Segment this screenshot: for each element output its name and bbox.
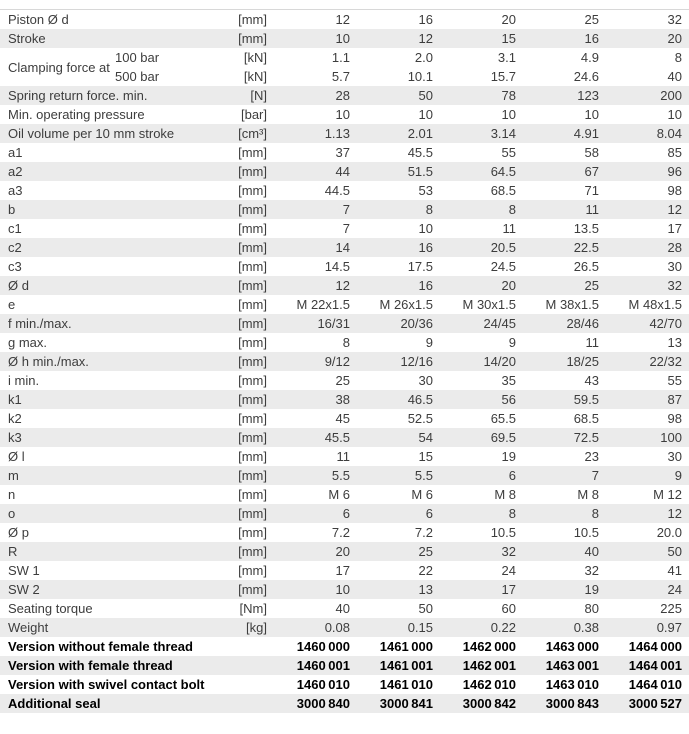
- row-value: 14: [335, 240, 350, 255]
- row-label: Ø d: [8, 278, 29, 293]
- table-row: [0, 257, 689, 276]
- row-value: 1464 010: [628, 677, 682, 692]
- row-value: 71: [584, 183, 599, 198]
- row-value: 50: [667, 544, 682, 559]
- row-value: 22/32: [649, 354, 682, 369]
- row-value: 8.04: [656, 126, 682, 141]
- row-unit: [mm]: [238, 164, 267, 179]
- row-label: Seating torque: [8, 601, 93, 616]
- table-row: [0, 485, 689, 504]
- row-value: 3.14: [490, 126, 516, 141]
- row-label: Version with swivel contact bolt: [8, 677, 205, 692]
- table-row: [0, 143, 689, 162]
- row-value: 3000 527: [628, 696, 682, 711]
- row-value: 5.7: [331, 69, 350, 84]
- row-value: 123: [577, 88, 599, 103]
- row-value: 43: [584, 373, 599, 388]
- row-label: n: [8, 487, 16, 502]
- row-value: 5.5: [331, 468, 350, 483]
- row-value: 1460 000: [296, 639, 350, 654]
- row-value: 17: [667, 221, 682, 236]
- row-value: 14/20: [483, 354, 516, 369]
- row-value: 55: [667, 373, 682, 388]
- row-value: 1462 001: [462, 658, 516, 673]
- spec-table: [0, 9, 689, 713]
- row-value: 25: [584, 278, 599, 293]
- row-label: k3: [8, 430, 22, 445]
- row-value: 10: [335, 582, 350, 597]
- row-value: 1463 001: [545, 658, 599, 673]
- row-value: 1.13: [324, 126, 350, 141]
- row-value: 11: [585, 335, 599, 350]
- row-value: 46.5: [407, 392, 433, 407]
- row-value: 1461 010: [379, 677, 433, 692]
- row-unit: [kN]: [243, 69, 267, 84]
- row-value: 11: [502, 221, 516, 236]
- row-value: 7: [591, 468, 599, 483]
- row-unit: [mm]: [238, 202, 267, 217]
- row-value: 8: [591, 506, 599, 521]
- row-value: M 30x1.5: [462, 297, 516, 312]
- row-value: 19: [584, 582, 599, 597]
- row-unit: [Nm]: [239, 601, 267, 616]
- row-value: 50: [418, 601, 433, 616]
- row-value: 10: [418, 107, 433, 122]
- table-row: [0, 390, 689, 409]
- row-value: 22: [418, 563, 433, 578]
- row-value: 26.5: [573, 259, 599, 274]
- row-value: 25: [584, 12, 599, 27]
- row-unit: [N]: [250, 88, 267, 103]
- row-value: 52.5: [407, 411, 433, 426]
- row-value: 24/45: [483, 316, 516, 331]
- table-row-double: [0, 48, 689, 86]
- row-value: 11: [336, 449, 350, 464]
- row-value: 20: [501, 278, 516, 293]
- row-value: 37: [335, 145, 350, 160]
- row-unit: [mm]: [238, 411, 267, 426]
- row-value: 13: [667, 335, 682, 350]
- row-unit: [mm]: [238, 449, 267, 464]
- row-unit: [mm]: [238, 297, 267, 312]
- row-label: g max.: [8, 335, 48, 350]
- row-value: 1464 000: [628, 639, 682, 654]
- row-value: 60: [501, 601, 516, 616]
- row-value: 65.5: [490, 411, 516, 426]
- row-value: 14.5: [324, 259, 350, 274]
- row-value: 12: [418, 31, 433, 46]
- row-label: c3: [8, 259, 22, 274]
- row-value: 38: [335, 392, 350, 407]
- row-value: 10: [335, 31, 350, 46]
- row-unit: [mm]: [238, 12, 267, 27]
- row-value: 98: [667, 411, 682, 426]
- row-value: 10.1: [407, 69, 433, 84]
- table-row: [0, 618, 689, 637]
- row-value: 72.5: [573, 430, 599, 445]
- row-value: 9/12: [324, 354, 350, 369]
- row-value: M 22x1.5: [296, 297, 350, 312]
- row-value: 1460 001: [296, 658, 350, 673]
- row-value: 1462 010: [462, 677, 516, 692]
- row-value: 18/25: [566, 354, 599, 369]
- row-value: 8: [508, 202, 516, 217]
- row-value: 40: [584, 544, 599, 559]
- row-value: 1463 010: [545, 677, 599, 692]
- row-unit: [bar]: [240, 107, 267, 122]
- row-label: Weight: [8, 620, 49, 635]
- row-value: 1460 010: [296, 677, 350, 692]
- table-row: [0, 29, 689, 48]
- row-unit: [183, 675, 267, 694]
- row-value: 2.0: [414, 50, 433, 65]
- row-value: 50: [418, 88, 433, 103]
- row-value: 17: [501, 582, 516, 597]
- row-value: 24: [501, 563, 516, 578]
- row-value: 16: [418, 12, 433, 27]
- row-value: 30: [418, 373, 433, 388]
- row-label: Ø h min./max.: [8, 354, 89, 369]
- row-label: Stroke: [8, 31, 46, 46]
- row-unit: [183, 656, 267, 675]
- row-value: 8: [425, 202, 433, 217]
- row-unit: [mm]: [238, 221, 267, 236]
- row-value: 45: [335, 411, 350, 426]
- table-row: [0, 276, 689, 295]
- row-value: M 8: [577, 487, 599, 502]
- row-unit: [mm]: [238, 544, 267, 559]
- row-value: 24.6: [573, 69, 599, 84]
- row-value: 13.5: [573, 221, 599, 236]
- row-value: 9: [674, 468, 682, 483]
- row-unit: [cm³]: [238, 126, 267, 141]
- row-value: 7.2: [331, 525, 350, 540]
- row-value: 20: [335, 544, 350, 559]
- row-value: 87: [667, 392, 682, 407]
- row-unit: [mm]: [238, 354, 267, 369]
- row-value: 85: [667, 145, 682, 160]
- row-value: 7.2: [414, 525, 433, 540]
- row-value: 8: [508, 506, 516, 521]
- row-value: 0.97: [656, 620, 682, 635]
- table-row: [0, 637, 689, 656]
- row-unit: [mm]: [238, 145, 267, 160]
- row-value: 12: [667, 202, 682, 217]
- row-unit: [mm]: [238, 259, 267, 274]
- row-value: 10: [667, 107, 682, 122]
- row-value: 16: [418, 278, 433, 293]
- row-value: 16: [418, 240, 433, 255]
- row-value: 10: [501, 107, 516, 122]
- row-value: 20: [667, 31, 682, 46]
- table-row: [0, 504, 689, 523]
- table-row: [0, 561, 689, 580]
- row-value: 30: [667, 449, 682, 464]
- row-label: b: [8, 202, 16, 217]
- row-value: 41: [667, 563, 682, 578]
- row-label: a1: [8, 145, 23, 160]
- row-value: 17: [335, 563, 350, 578]
- row-value: M 6: [411, 487, 433, 502]
- row-unit: [183, 694, 267, 713]
- row-value: 3000 843: [545, 696, 599, 711]
- table-row: [0, 86, 689, 105]
- row-value: 32: [584, 563, 599, 578]
- row-label: a2: [8, 164, 23, 179]
- row-unit: [mm]: [238, 240, 267, 255]
- row-label: c2: [8, 240, 22, 255]
- row-value: 1.1: [331, 50, 350, 65]
- table-row: [0, 694, 689, 713]
- row-value: 69.5: [490, 430, 516, 445]
- row-value: 30: [667, 259, 682, 274]
- row-unit: [mm]: [238, 31, 267, 46]
- row-value: 16: [584, 31, 599, 46]
- row-value: 200: [660, 88, 682, 103]
- row-label: Oil volume per 10 mm stroke: [8, 126, 175, 141]
- row-value: 54: [418, 430, 433, 445]
- row-value: 68.5: [490, 183, 516, 198]
- row-value: 45.5: [407, 145, 433, 160]
- row-label: c1: [8, 221, 22, 236]
- row-value: 25: [418, 544, 433, 559]
- row-unit: [mm]: [238, 506, 267, 521]
- table-row: [0, 238, 689, 257]
- row-value: 1461 000: [379, 639, 433, 654]
- row-value: 15: [418, 449, 433, 464]
- table-row: [0, 675, 689, 694]
- row-value: 5.5: [414, 468, 433, 483]
- row-value: 3000 840: [296, 696, 350, 711]
- row-value: 35: [501, 373, 516, 388]
- table-row: [0, 314, 689, 333]
- row-unit: [mm]: [238, 525, 267, 540]
- row-value: 10: [584, 107, 599, 122]
- row-label: Version with female thread: [8, 658, 173, 673]
- row-label: Version without female thread: [8, 639, 193, 654]
- row-value: 12: [667, 506, 682, 521]
- row-value: 9: [425, 335, 433, 350]
- row-value: 98: [667, 183, 682, 198]
- row-value: 3000 841: [379, 696, 433, 711]
- row-value: 96: [667, 164, 682, 179]
- row-value: 58: [584, 145, 599, 160]
- row-unit: [mm]: [238, 183, 267, 198]
- table-row: [0, 580, 689, 599]
- row-value: 28: [667, 240, 682, 255]
- row-value: 19: [501, 449, 516, 464]
- row-value: M 8: [494, 487, 516, 502]
- row-value: 22.5: [573, 240, 599, 255]
- table-row: [0, 352, 689, 371]
- row-value: 56: [501, 392, 516, 407]
- row-value: 28: [335, 88, 350, 103]
- row-label: Piston Ø d: [8, 12, 69, 27]
- row-value: 6: [342, 506, 350, 521]
- row-value: 3.1: [497, 50, 516, 65]
- row-value: 1462 000: [462, 639, 516, 654]
- row-value: 25: [335, 373, 350, 388]
- row-unit: [mm]: [238, 582, 267, 597]
- row-value: 13: [418, 582, 433, 597]
- table-row: [0, 656, 689, 675]
- row-value: 10.5: [573, 525, 599, 540]
- row-value: 1464 001: [628, 658, 682, 673]
- table-row: [0, 466, 689, 485]
- row-unit: [mm]: [238, 373, 267, 388]
- table-row: [0, 447, 689, 466]
- row-value: M 12: [653, 487, 682, 502]
- row-label: k1: [8, 392, 22, 407]
- row-unit: [mm]: [238, 316, 267, 331]
- row-value: 24.5: [490, 259, 516, 274]
- row-value: 51.5: [407, 164, 433, 179]
- row-value: 20.0: [656, 525, 682, 540]
- row-value: 67: [584, 164, 599, 179]
- row-value: M 26x1.5: [379, 297, 433, 312]
- table-row: [0, 124, 689, 143]
- row-value: 7: [342, 202, 350, 217]
- row-label: i min.: [8, 373, 40, 388]
- table-row: [0, 10, 689, 29]
- table-row: [0, 105, 689, 124]
- row-value: 78: [501, 88, 516, 103]
- row-value: 15.7: [490, 69, 516, 84]
- row-value: 0.38: [573, 620, 599, 635]
- row-label: m: [8, 468, 19, 483]
- row-value: 20/36: [400, 316, 433, 331]
- row-value: 12: [335, 278, 350, 293]
- row-label: R: [8, 544, 18, 559]
- row-value: 16/31: [317, 316, 350, 331]
- row-value: 4.91: [573, 126, 599, 141]
- table-row: [0, 428, 689, 447]
- row-value: 6: [425, 506, 433, 521]
- row-value: 9: [508, 335, 516, 350]
- row-value: 1463 000: [545, 639, 599, 654]
- row-value: 80: [584, 601, 599, 616]
- table-row: [0, 295, 689, 314]
- row-value: 0.08: [324, 620, 350, 635]
- row-value: 1461 001: [379, 658, 433, 673]
- row-value: 12/16: [400, 354, 433, 369]
- row-unit: [mm]: [238, 563, 267, 578]
- row-value: 23: [584, 449, 599, 464]
- row-value: 45.5: [324, 430, 350, 445]
- row-value: 12: [335, 12, 350, 27]
- row-label: f min./max.: [8, 316, 72, 331]
- row-value: 3000 842: [462, 696, 516, 711]
- row-value: 100: [660, 430, 682, 445]
- row-value: 64.5: [490, 164, 516, 179]
- row-unit: [mm]: [238, 335, 267, 350]
- row-label: Ø l: [8, 449, 25, 464]
- row-label: o: [8, 506, 16, 521]
- row-unit: [mm]: [238, 430, 267, 445]
- row-label: e: [8, 297, 16, 312]
- row-value: M 38x1.5: [545, 297, 599, 312]
- row-unit: [kg]: [246, 620, 267, 635]
- row-value: 68.5: [573, 411, 599, 426]
- row-value: 32: [667, 278, 682, 293]
- row-value: 11: [585, 202, 599, 217]
- row-label: Ø p: [8, 525, 29, 540]
- table-row: [0, 409, 689, 428]
- table-row: [0, 333, 689, 352]
- row-label: Additional seal: [8, 696, 101, 711]
- row-value: 32: [667, 12, 682, 27]
- row-value: 20: [501, 12, 516, 27]
- row-value: 32: [501, 544, 516, 559]
- row-label: Spring return force. min.: [8, 88, 148, 103]
- row-value: 15: [501, 31, 516, 46]
- row-value: 10: [335, 107, 350, 122]
- row-value: M 6: [328, 487, 350, 502]
- row-label: Clamping force at: [8, 59, 110, 75]
- row-sublabel: 100 bar: [115, 50, 160, 65]
- row-value: 8: [342, 335, 350, 350]
- row-value: 44.5: [324, 183, 350, 198]
- row-value: 42/70: [649, 316, 682, 331]
- row-value: 2.01: [407, 126, 433, 141]
- table-row: [0, 162, 689, 181]
- row-unit: [mm]: [238, 278, 267, 293]
- row-value: 53: [418, 183, 433, 198]
- row-sublabel: 500 bar: [115, 69, 160, 84]
- row-value: 0.15: [407, 620, 433, 635]
- table-row: [0, 599, 689, 618]
- row-value: 55: [501, 145, 516, 160]
- row-value: 28/46: [566, 316, 599, 331]
- row-unit: [mm]: [238, 392, 267, 407]
- row-label: a3: [8, 183, 23, 198]
- row-value: 20.5: [490, 240, 516, 255]
- row-unit: [mm]: [238, 468, 267, 483]
- row-unit: [183, 637, 267, 656]
- row-value: 4.9: [580, 50, 599, 65]
- row-value: 40: [667, 69, 682, 84]
- row-value: 40: [335, 601, 350, 616]
- row-value: 10.5: [490, 525, 516, 540]
- row-label: Min. operating pressure: [8, 107, 145, 122]
- row-unit: [kN]: [243, 50, 267, 65]
- row-label: k2: [8, 411, 22, 426]
- row-value: 24: [667, 582, 682, 597]
- row-value: M 48x1.5: [628, 297, 682, 312]
- table-row: [0, 523, 689, 542]
- row-value: 8: [674, 50, 682, 65]
- table-row: [0, 371, 689, 390]
- row-label: SW 1: [8, 563, 40, 578]
- row-value: 0.22: [490, 620, 516, 635]
- table-row: [0, 219, 689, 238]
- row-value: 7: [342, 221, 350, 236]
- row-label: SW 2: [8, 582, 40, 597]
- row-value: 225: [660, 601, 682, 616]
- table-row: [0, 542, 689, 561]
- row-value: 6: [508, 468, 516, 483]
- row-value: 17.5: [407, 259, 433, 274]
- row-unit: [mm]: [238, 487, 267, 502]
- table-row: [0, 181, 689, 200]
- row-value: 59.5: [573, 392, 599, 407]
- row-value: 44: [335, 164, 350, 179]
- row-value: 10: [418, 221, 433, 236]
- table-row: [0, 200, 689, 219]
